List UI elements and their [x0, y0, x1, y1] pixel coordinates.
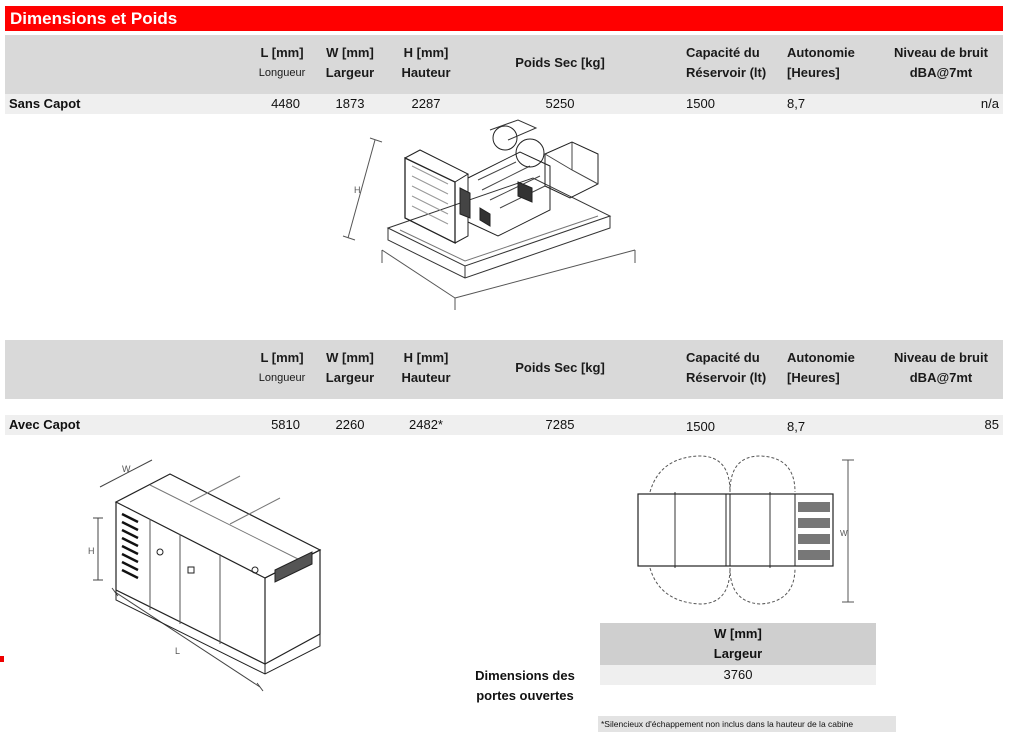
doors-table-value: 3760: [600, 665, 876, 685]
table-row-sans-capot: Sans Capot 4480 1873 2287 5250 1500 8,7 n/a: [5, 94, 1003, 114]
table-header-avec-capot: [5, 340, 1003, 399]
margin-marker: [0, 656, 4, 662]
table-header-sans-capot: [5, 35, 1003, 94]
col-noise-2: Niveau de bruit dBA@7mt: [894, 350, 988, 385]
footnote: *Silencieux d'échappement non inclus dans la hauteur de la cabine: [598, 716, 896, 732]
label-w-2: W: [122, 464, 131, 474]
label-w-3: W: [840, 529, 848, 538]
col-w-2: W [mm] Largeur: [325, 350, 375, 385]
col-tank: Capacité du Réservoir (lt): [686, 45, 767, 80]
col-noise: Niveau de bruit dBA@7mt: [894, 45, 988, 80]
label-h-2: H: [88, 546, 95, 556]
col-l: L [mm] Longueur: [258, 45, 306, 79]
col-weight: Poids Sec [kg]: [515, 55, 605, 70]
table-row-avec-capot: Avec Capot 5810 2260 2482* 7285 1500 8,7 85: [5, 415, 1003, 435]
open-generator-drawing: [340, 118, 650, 323]
col-weight-2: Poids Sec [kg]: [515, 360, 605, 375]
label-h: H: [354, 185, 361, 195]
col-autonomy-2: Autonomie [Heures]: [787, 350, 855, 385]
col-l-2: L [mm] Longueur: [258, 350, 306, 384]
canopy-generator-drawing: [80, 452, 330, 697]
section-title: Dimensions et Poids: [5, 6, 1003, 31]
col-w: W [mm] Largeur: [325, 45, 375, 80]
col-tank-2: Capacité du Réservoir (lt): [686, 350, 767, 385]
col-h: H [mm] Hauteur: [401, 45, 451, 80]
label-l-2: L: [175, 646, 181, 656]
doors-table-header: W [mm] Largeur: [600, 623, 876, 665]
col-autonomy: Autonomie [Heures]: [787, 45, 855, 80]
doors-open-label: Dimensions des portes ouvertes: [475, 668, 575, 703]
col-h-2: H [mm] Hauteur: [401, 350, 451, 385]
doors-open-top-view: [630, 452, 860, 612]
